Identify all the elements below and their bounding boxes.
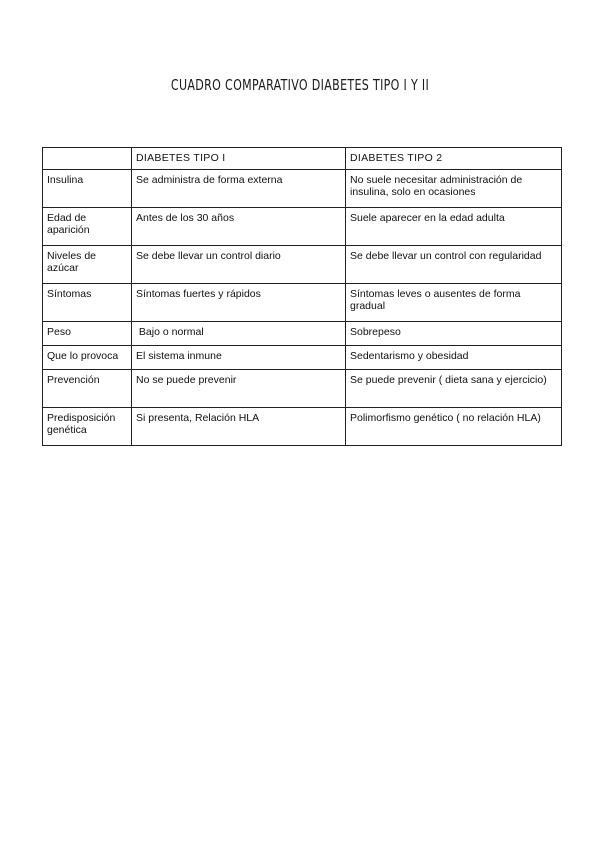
row-type1-cell: Bajo o normal — [132, 322, 346, 346]
row-type2-cell: Suele aparecer en la edad adulta — [346, 208, 562, 246]
row-type2-cell: Síntomas leves o ausentes de forma gradual — [346, 284, 562, 322]
row-type1-cell: Síntomas fuertes y rápidos — [132, 284, 346, 322]
table-row — [43, 408, 562, 446]
comparison-table — [42, 147, 562, 446]
table-row — [43, 346, 562, 370]
row-label: Síntomas — [43, 284, 132, 322]
row-type1-cell: Si presenta, Relación HLA — [132, 408, 346, 446]
row-type1-cell: El sistema inmune — [132, 346, 346, 370]
row-type1-cell: Se debe llevar un control diario — [132, 246, 346, 284]
row-type2-cell: Sobrepeso — [346, 322, 562, 346]
header-type2: DIABETES TIPO 2 — [346, 148, 562, 170]
row-label: Niveles de azúcar — [43, 246, 132, 284]
header-type1: DIABETES TIPO I — [132, 148, 346, 170]
table-header-row — [43, 148, 562, 170]
row-label: Insulina — [43, 170, 132, 208]
row-type2-cell: Polimorfismo genético ( no relación HLA) — [346, 408, 562, 446]
table-row — [43, 170, 562, 208]
row-label: Que lo provoca — [43, 346, 132, 370]
table-row — [43, 246, 562, 284]
document-title: CUADRO COMPARATIVO DIABETES TIPO I Y II — [170, 76, 430, 94]
row-type1-cell: Antes de los 30 años — [132, 208, 346, 246]
table-row — [43, 284, 562, 322]
row-type2-cell: Sedentarismo y obesidad — [346, 346, 562, 370]
table-row — [43, 208, 562, 246]
row-type1-cell: Se administra de forma externa — [132, 170, 346, 208]
row-type2-cell: No suele necesitar administración de insulina, solo en ocasiones — [346, 170, 562, 208]
table-row — [43, 322, 562, 346]
table-row — [43, 370, 562, 408]
row-label: Peso — [43, 322, 132, 346]
row-type2-cell: Se debe llevar un control con regularidad — [346, 246, 562, 284]
row-label: Prevención — [43, 370, 132, 408]
header-corner-cell — [43, 148, 132, 170]
row-label: Predisposición genética — [43, 408, 132, 446]
row-label: Edad de aparición — [43, 208, 132, 246]
row-type2-cell: Se puede prevenir ( dieta sana y ejercicio) — [346, 370, 562, 408]
row-type1-cell: No se puede prevenir — [132, 370, 346, 408]
